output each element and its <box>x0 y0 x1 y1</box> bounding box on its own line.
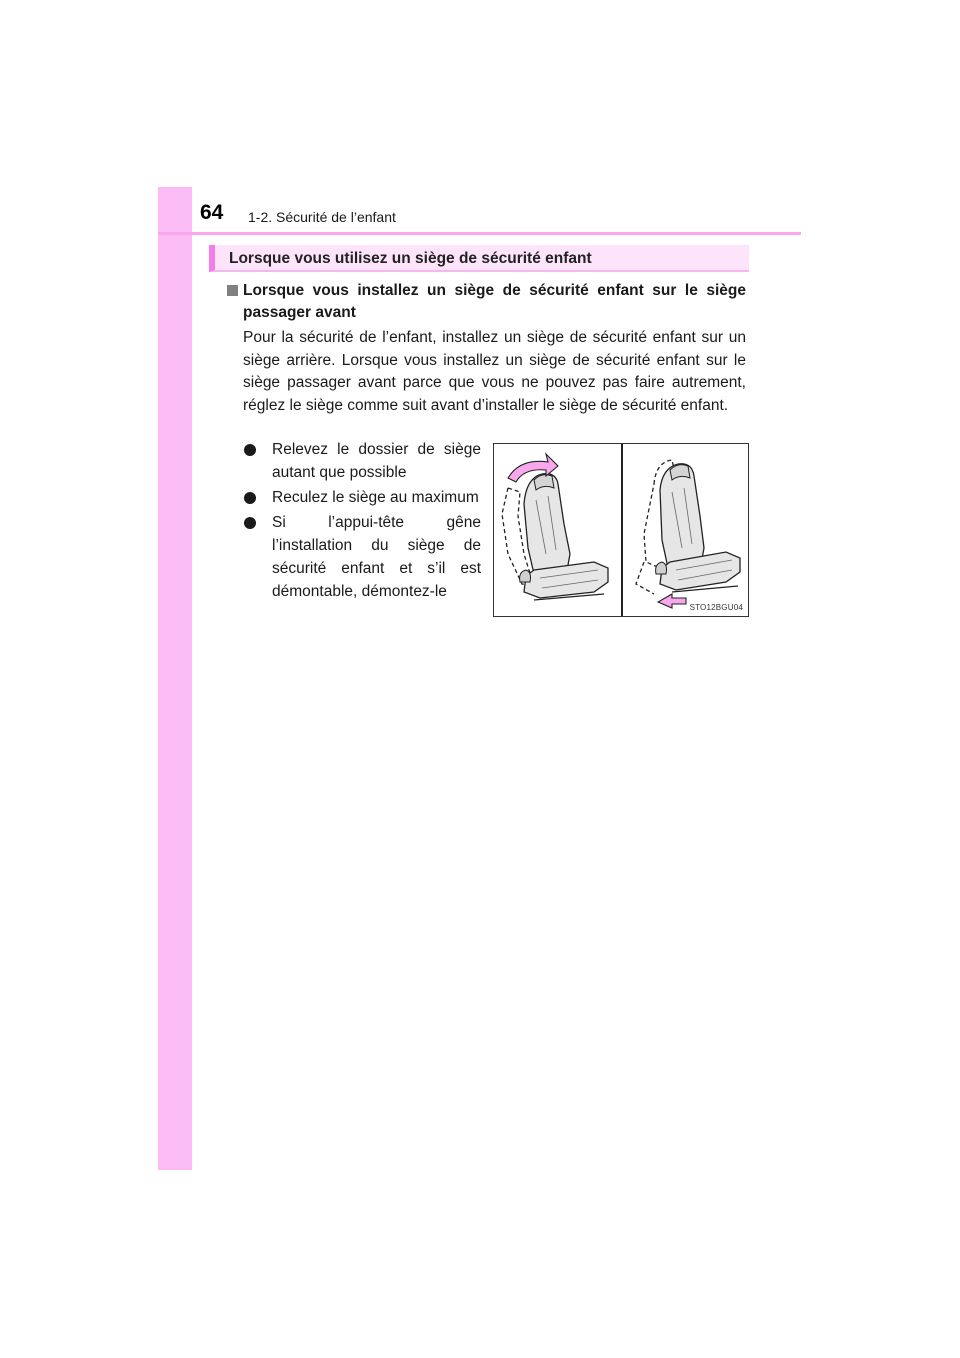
subsection-heading: Lorsque vous installez un siège de sécurité enfant sur le siège passager avant <box>243 282 746 321</box>
list-item <box>243 438 481 484</box>
bullet-icon <box>244 517 256 529</box>
list-item <box>243 486 481 509</box>
figure-code: STO12BGU04 <box>689 603 743 612</box>
slide-lever <box>656 562 667 574</box>
subsection-square-icon <box>227 285 238 296</box>
slide-back-arrow-icon <box>658 594 686 608</box>
instruction-list <box>243 438 481 605</box>
chapter-title: 1-2. Sécurité de l’enfant <box>248 209 396 225</box>
seat-illustration-svg <box>494 444 748 616</box>
bullet-icon <box>244 444 256 456</box>
body-paragraph: Pour la sécurité de l’enfant, installez un siège de sécurité enfant sur un siège arrière. Lorsque vous installez un siège de sécurité enfant sur le siège passager avant parce que vous ne pouvez pas faire autrement, réglez le siège comme suit avant d’installer le siège de sécurité enfant. <box>243 329 746 415</box>
right-seat-figure <box>636 460 740 608</box>
seat-adjustment-illustration <box>493 443 749 617</box>
list-item <box>243 511 481 603</box>
recline-lever <box>520 570 531 582</box>
section-title: Lorsque vous utilisez un siège de sécurité enfant <box>229 250 592 267</box>
list-item-text: Relevez le dossier de siège autant que possible <box>272 441 481 481</box>
side-band <box>158 187 192 1170</box>
section-header <box>209 245 749 272</box>
list-item-text: Si l’appui-tête gêne l’installation du siège de sécurité enfant et s’il est démontable, démontez-le <box>272 514 481 600</box>
left-seat-figure <box>502 454 608 600</box>
list-item-text: Reculez le siège au maximum <box>272 489 479 506</box>
header-rule <box>158 232 801 235</box>
bullet-icon <box>244 492 256 504</box>
page-number: 64 <box>200 201 224 224</box>
